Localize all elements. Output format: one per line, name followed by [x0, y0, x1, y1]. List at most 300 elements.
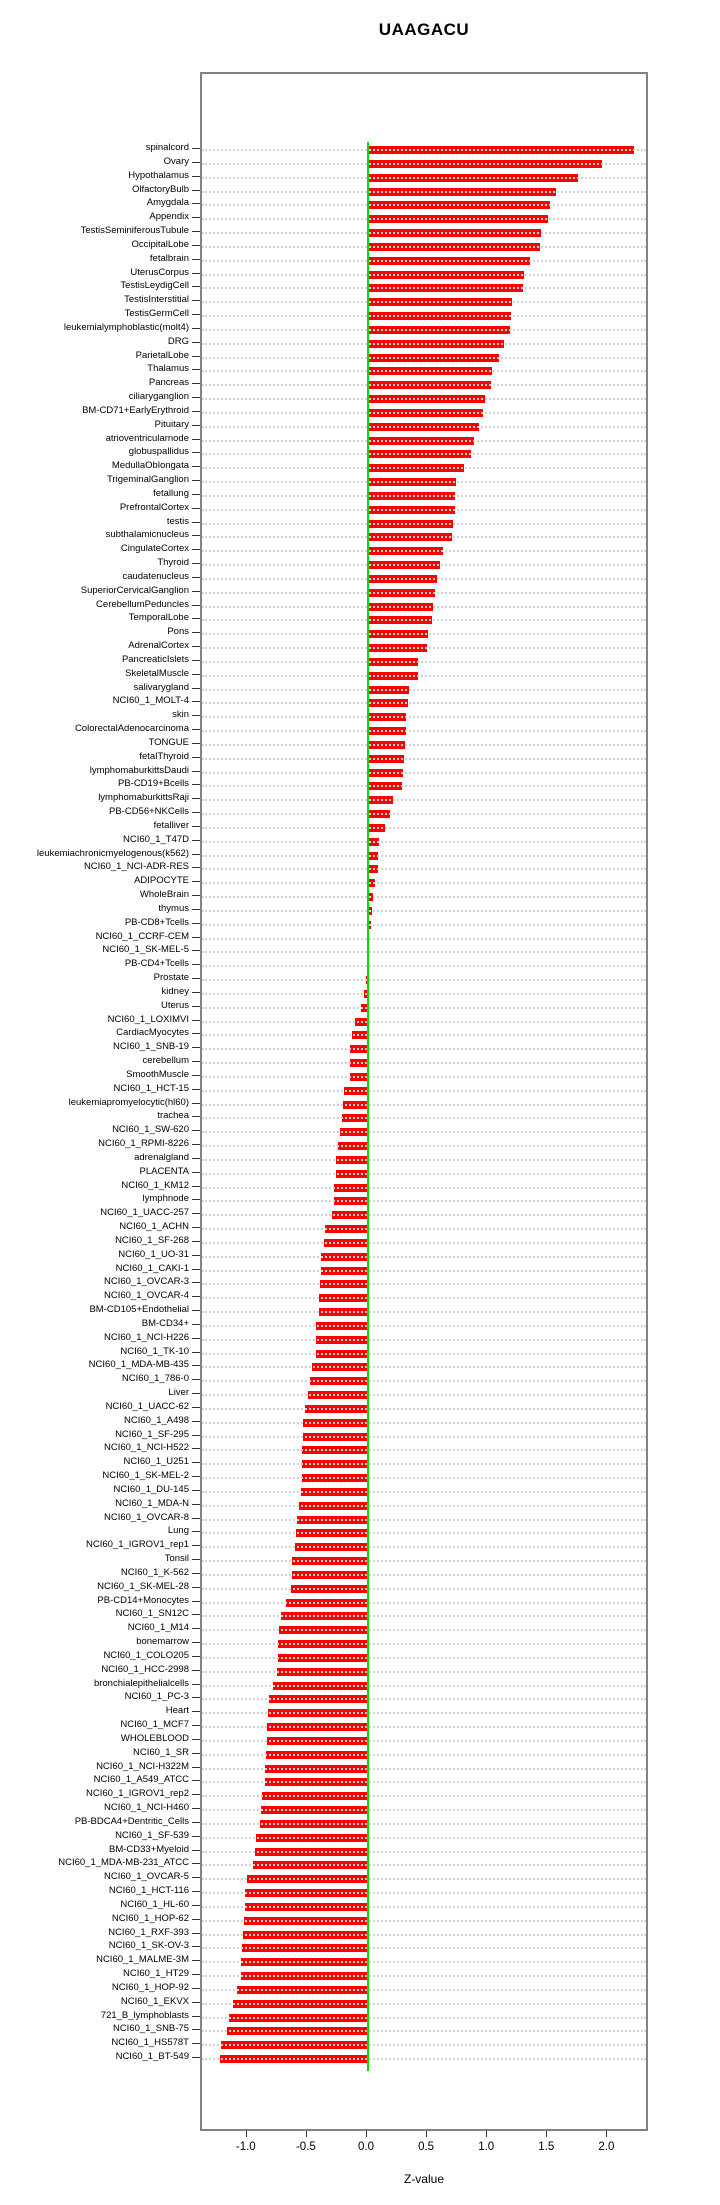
category-label: NCI60_1_HL-60 [120, 1898, 189, 1910]
y-tick [192, 1075, 200, 1076]
y-tick [192, 1919, 200, 1920]
y-tick [192, 1476, 200, 1477]
row-grid-line [202, 1408, 646, 1410]
y-tick [192, 1642, 200, 1643]
y-tick [192, 646, 200, 647]
y-tick [192, 1725, 200, 1726]
category-label: salivarygland [133, 681, 189, 693]
row-grid-line [202, 2017, 646, 2019]
category-label: BM-CD34+ [141, 1317, 189, 1329]
y-tick [192, 715, 200, 716]
category-label: NCI60_1_LOXIMVI [107, 1013, 189, 1025]
row-grid-line [202, 1754, 646, 1756]
x-axis-tick [546, 2131, 547, 2137]
y-tick [192, 1601, 200, 1602]
category-label: NCI60_1_U251 [123, 1456, 189, 1468]
row-grid-line [202, 661, 646, 663]
x-axis-tick-label: 1.5 [538, 2141, 555, 2153]
y-tick [192, 494, 200, 495]
row-grid-line [202, 2030, 646, 2032]
y-tick [192, 618, 200, 619]
category-label: NCI60_1_HOP-62 [111, 1912, 189, 1924]
y-tick [192, 2043, 200, 2044]
row-grid-line [202, 1090, 646, 1092]
row-grid-line [202, 1878, 646, 1880]
category-label: thymus [158, 902, 189, 914]
y-tick [192, 1296, 200, 1297]
category-label: NCI60_1_KM12 [121, 1179, 189, 1191]
y-tick [192, 1490, 200, 1491]
y-tick [192, 840, 200, 841]
category-label: NCI60_1_HCC-2998 [101, 1663, 189, 1675]
category-label: Ovary [163, 155, 189, 167]
category-label: NCI60_1_SK-MEL-5 [102, 944, 189, 956]
y-tick [192, 1020, 200, 1021]
category-label: SuperiorCervicalGanglion [80, 584, 189, 596]
y-tick [192, 245, 200, 246]
row-grid-line [202, 1256, 646, 1258]
y-tick [192, 1780, 200, 1781]
chart-title: UAAGACU [378, 20, 470, 39]
category-label: NCI60_1_HT29 [122, 1968, 189, 1979]
row-grid-line [202, 1463, 646, 1465]
category-label: DRG [167, 335, 189, 347]
row-grid-line [202, 1671, 646, 1673]
category-label: trachea [157, 1110, 189, 1122]
category-label: NCI60_1_HS578T [111, 2037, 189, 2049]
row-grid-line [202, 896, 646, 898]
row-grid-line [202, 578, 646, 580]
row-grid-line [202, 370, 646, 372]
category-label: NCI60_1_OVCAR-3 [103, 1276, 189, 1288]
row-grid-line [202, 827, 646, 829]
x-axis-tick [486, 2131, 487, 2137]
y-tick [192, 217, 200, 218]
row-grid-line [202, 1851, 646, 1853]
y-tick [192, 383, 200, 384]
row-grid-line [202, 799, 646, 801]
y-tick [192, 300, 200, 301]
row-grid-line [202, 1698, 646, 1700]
row-grid-line [202, 274, 646, 276]
row-grid-line [202, 1920, 646, 1922]
category-label: NCI60_1_ACHN [119, 1221, 189, 1232]
category-label: NCI60_1_HCT-116 [108, 1885, 189, 1896]
row-grid-line [202, 1546, 646, 1548]
row-grid-line [202, 1685, 646, 1687]
row-grid-line [202, 467, 646, 469]
row-grid-line [202, 1795, 646, 1797]
row-grid-line [202, 1560, 646, 1562]
y-tick [192, 1033, 200, 1034]
row-grid-line [202, 1283, 646, 1285]
row-grid-line [202, 149, 646, 151]
y-tick [192, 1559, 200, 1560]
row-grid-line [202, 1906, 646, 1908]
y-tick [192, 1269, 200, 1270]
y-tick [192, 1850, 200, 1851]
y-tick [192, 1518, 200, 1519]
y-tick [192, 1352, 200, 1353]
x-axis-tick-label: 0.0 [358, 2141, 374, 2153]
row-grid-line [202, 1574, 646, 1576]
category-label: lymphnode [142, 1193, 189, 1205]
category-label: NCI60_1_SN12C [115, 1608, 189, 1620]
category-label: NCI60_1_786-0 [121, 1373, 189, 1385]
row-grid-line [202, 841, 646, 843]
y-tick [192, 273, 200, 274]
y-tick [192, 162, 200, 163]
category-label: NCI60_1_CCRF-CEM [95, 930, 189, 942]
row-grid-line [202, 1657, 646, 1659]
row-grid-line [202, 384, 646, 386]
row-grid-line [202, 1339, 646, 1341]
row-grid-line [202, 550, 646, 552]
row-grid-line [202, 924, 646, 926]
category-label: adrenalgland [134, 1151, 189, 1163]
x-axis-tick [426, 2131, 427, 2137]
row-grid-line [202, 1422, 646, 1424]
row-grid-line [202, 744, 646, 746]
category-label: SmoothMuscle [126, 1068, 189, 1080]
row-grid-line [202, 260, 646, 262]
y-tick [192, 757, 200, 758]
category-label: MedullaOblongata [111, 460, 189, 472]
y-tick [192, 1172, 200, 1173]
row-grid-line [202, 1021, 646, 1023]
category-label: NCI60_1_DU-145 [113, 1483, 189, 1495]
category-label: PB-CD19+Bcells [117, 778, 189, 790]
category-label: PancreaticIslets [121, 653, 189, 665]
row-grid-line [202, 1062, 646, 1064]
category-label: TestisGermCell [124, 308, 189, 319]
category-label: NCI60_1_SF-295 [115, 1428, 189, 1440]
category-label: Lung [167, 1525, 189, 1537]
category-label: caudatenucleus [122, 570, 189, 582]
y-tick [192, 397, 200, 398]
category-label: NCI60_1_IGROV1_rep2 [86, 1788, 189, 1800]
y-tick [192, 854, 200, 855]
row-grid-line [202, 1961, 646, 1963]
category-label: NCI60_1_CAKI-1 [115, 1262, 189, 1274]
category-label: cerebellum [142, 1055, 189, 1066]
category-label: TrigeminalGanglion [106, 474, 189, 485]
row-grid-line [202, 1519, 646, 1521]
y-tick [192, 591, 200, 592]
y-tick [192, 2057, 200, 2058]
y-tick [192, 1656, 200, 1657]
row-grid-line [202, 1173, 646, 1175]
row-grid-line [202, 412, 646, 414]
category-label: 721_B_lymphoblasts [100, 2009, 189, 2021]
category-label: NCI60_1_NCI-H522 [103, 1442, 189, 1454]
row-grid-line [202, 633, 646, 635]
category-label: NCI60_1_UACC-62 [105, 1400, 189, 1412]
y-tick [192, 508, 200, 509]
row-grid-line [202, 246, 646, 248]
category-label: PrefrontalCortex [119, 501, 189, 513]
y-tick [192, 439, 200, 440]
row-grid-line [202, 1449, 646, 1451]
y-tick [192, 1241, 200, 1242]
row-grid-line [202, 1629, 646, 1631]
row-grid-line [202, 1311, 646, 1313]
row-grid-line [202, 426, 646, 428]
y-tick [192, 1144, 200, 1145]
x-axis-tick [366, 2131, 367, 2137]
category-label: TestisInterstitial [124, 294, 189, 306]
category-label: skin [172, 709, 189, 721]
y-tick [192, 1103, 200, 1104]
row-grid-line [202, 1228, 646, 1230]
y-tick [192, 1255, 200, 1256]
category-label: WHOLEBLOOD [120, 1732, 189, 1744]
category-label: Uterus [161, 999, 189, 1011]
y-tick [192, 1545, 200, 1546]
row-grid-line [202, 1076, 646, 1078]
y-tick [192, 771, 200, 772]
row-grid-line [202, 1934, 646, 1936]
row-grid-line [202, 1131, 646, 1133]
row-grid-line [202, 1532, 646, 1534]
y-tick [192, 563, 200, 564]
row-grid-line [202, 1615, 646, 1617]
category-label: bronchialepithelialcells [93, 1677, 189, 1689]
category-label: NCI60_1_NCI-H460 [103, 1802, 189, 1813]
y-tick [192, 798, 200, 799]
row-grid-line [202, 481, 646, 483]
y-tick [192, 1393, 200, 1394]
row-grid-line [202, 287, 646, 289]
row-grid-line [202, 1892, 646, 1894]
category-label: NCI60_1_SF-539 [115, 1829, 189, 1841]
row-grid-line [202, 1781, 646, 1783]
row-grid-line [202, 979, 646, 981]
y-tick [192, 1946, 200, 1947]
category-label: NCI60_1_EKVX [120, 1995, 189, 2007]
y-tick [192, 660, 200, 661]
row-grid-line [202, 2044, 646, 2046]
category-label: BM-CD105+Endothelial [89, 1304, 189, 1315]
y-tick [192, 1628, 200, 1629]
row-grid-line [202, 619, 646, 621]
category-label: NCI60_1_MDA-MB-231_ATCC [58, 1857, 189, 1869]
category-label: Liver [168, 1387, 189, 1398]
category-label: NCI60_1_OVCAR-5 [103, 1871, 189, 1883]
category-label: kidney [161, 985, 189, 997]
row-grid-line [202, 1602, 646, 1604]
y-tick [192, 148, 200, 149]
category-label: NCI60_1_MALME-3M [96, 1954, 189, 1966]
row-grid-line [202, 1117, 646, 1119]
row-grid-line [202, 675, 646, 677]
category-label: NCI60_1_RPMI-8226 [98, 1138, 189, 1149]
plot-area [200, 72, 648, 2131]
y-tick [192, 1365, 200, 1366]
category-label: ADIPOCYTE [134, 875, 189, 887]
y-tick [192, 328, 200, 329]
category-label: BM-CD71+EarlyErythroid [82, 404, 189, 416]
category-label: PB-CD4+Tcells [124, 958, 189, 970]
y-tick [192, 1089, 200, 1090]
y-tick [192, 466, 200, 467]
category-label: NCI60_1_NCI-H226 [103, 1331, 189, 1343]
category-label: NCI60_1_MCF7 [120, 1719, 189, 1730]
category-label: leukemialymphoblastic(molt4) [63, 321, 189, 333]
category-label: NCI60_1_OVCAR-4 [103, 1290, 189, 1302]
y-tick [192, 1877, 200, 1878]
y-tick [192, 1448, 200, 1449]
y-tick [192, 1863, 200, 1864]
y-tick [192, 1684, 200, 1685]
y-tick [192, 1808, 200, 1809]
row-grid-line [202, 910, 646, 912]
row-grid-line [202, 758, 646, 760]
category-label: atrioventricularnode [105, 432, 189, 444]
y-tick [192, 1573, 200, 1574]
row-grid-line [202, 855, 646, 857]
y-tick [192, 522, 200, 523]
category-label: ColorectalAdenocarcinoma [74, 723, 189, 734]
y-tick [192, 1960, 200, 1961]
row-grid-line [202, 1477, 646, 1479]
y-tick [192, 992, 200, 993]
category-label: NCI60_1_SK-MEL-28 [97, 1580, 189, 1592]
y-tick [192, 549, 200, 550]
category-label: NCI60_1_OVCAR-8 [103, 1511, 189, 1523]
category-label: NCI60_1_A498 [124, 1414, 189, 1426]
category-label: NCI60_1_RXF-393 [108, 1926, 189, 1938]
category-label: lymphomaburkittsDaudi [89, 764, 189, 776]
y-tick [192, 826, 200, 827]
y-tick [192, 1324, 200, 1325]
y-tick [192, 784, 200, 785]
category-label: ciliaryganglion [128, 391, 189, 402]
y-tick [192, 937, 200, 938]
y-tick [192, 950, 200, 951]
y-tick [192, 425, 200, 426]
row-grid-line [202, 1159, 646, 1161]
category-label: AdrenalCortex [128, 640, 189, 651]
category-label: NCI60_1_SW-620 [112, 1124, 189, 1136]
zero-line [367, 142, 369, 2071]
category-label: leukemiachronicmyelogenous(k562) [36, 847, 189, 859]
category-label: NCI60_1_BT-549 [115, 2051, 189, 2062]
category-label: NCI60_1_TK-10 [120, 1345, 189, 1357]
row-grid-line [202, 1297, 646, 1299]
category-label: NCI60_1_K-562 [120, 1566, 189, 1578]
row-grid-line [202, 315, 646, 317]
category-label: globuspallidus [128, 446, 189, 458]
x-axis-tick-label: -1.0 [235, 2141, 256, 2153]
x-axis-tick [306, 2131, 307, 2137]
row-grid-line [202, 772, 646, 774]
row-grid-line [202, 1200, 646, 1202]
y-tick [192, 1614, 200, 1615]
row-grid-line [202, 1242, 646, 1244]
row-grid-line [202, 1823, 646, 1825]
row-grid-line [202, 495, 646, 497]
y-tick [192, 1227, 200, 1228]
row-grid-line [202, 163, 646, 165]
y-tick [192, 895, 200, 896]
row-grid-line [202, 440, 646, 442]
row-grid-line [202, 647, 646, 649]
y-tick [192, 1006, 200, 1007]
category-label: Heart [165, 1705, 189, 1717]
category-label: NCI60_1_SK-OV-3 [108, 1940, 189, 1952]
y-tick [192, 1933, 200, 1934]
row-grid-line [202, 965, 646, 967]
y-tick [192, 1905, 200, 1906]
row-grid-line [202, 1643, 646, 1645]
row-grid-line [202, 716, 646, 718]
row-grid-line [202, 1366, 646, 1368]
category-label: NCI60_1_NCI-ADR-RES [83, 861, 189, 873]
category-label: NCI60_1_SK-MEL-2 [102, 1470, 189, 1481]
row-grid-line [202, 1491, 646, 1493]
category-label: BM-CD33+Myeloid [109, 1843, 189, 1855]
row-grid-line [202, 951, 646, 953]
y-tick [192, 342, 200, 343]
row-grid-line [202, 1726, 646, 1728]
row-grid-line [202, 343, 646, 345]
row-grid-line [202, 1809, 646, 1811]
category-label: NCI60_1_M14 [127, 1622, 189, 1634]
y-tick [192, 1421, 200, 1422]
row-grid-line [202, 177, 646, 179]
y-tick [192, 1753, 200, 1754]
row-grid-line [202, 1505, 646, 1507]
y-tick [192, 1282, 200, 1283]
category-label: TestisSeminiferousTubule [80, 225, 189, 236]
category-label: NCI60_1_SF-268 [115, 1234, 189, 1246]
category-label: TONGUE [148, 736, 189, 748]
x-axis-tick-label: 1.0 [478, 2141, 495, 2153]
category-label: fetalliver [153, 819, 189, 831]
row-grid-line [202, 1768, 646, 1770]
y-tick [192, 577, 200, 578]
y-tick [192, 978, 200, 979]
row-grid-line [202, 1588, 646, 1590]
category-label: fetallung [153, 487, 189, 499]
y-tick [192, 867, 200, 868]
row-grid-line [202, 1947, 646, 1949]
y-tick [192, 452, 200, 453]
category-label: NCI60_1_T47D [122, 833, 189, 845]
row-grid-line [202, 1034, 646, 1036]
category-label: NCI60_1_MOLT-4 [112, 695, 189, 707]
row-grid-line [202, 606, 646, 608]
y-tick [192, 923, 200, 924]
y-tick [192, 356, 200, 357]
category-label: fetalThyroid [139, 750, 189, 762]
y-tick [192, 674, 200, 675]
category-label: Pituitary [154, 418, 189, 430]
category-label: Pancreas [148, 377, 189, 389]
row-grid-line [202, 785, 646, 787]
y-tick [192, 881, 200, 882]
category-label: NCI60_1_UACC-257 [100, 1207, 189, 1219]
y-tick [192, 1794, 200, 1795]
y-tick [192, 1587, 200, 1588]
row-grid-line [202, 1145, 646, 1147]
row-grid-line [202, 357, 646, 359]
row-grid-line [202, 1270, 646, 1272]
x-axis-tick-label: 0.5 [418, 2141, 435, 2153]
row-grid-line [202, 232, 646, 234]
y-tick [192, 1988, 200, 1989]
